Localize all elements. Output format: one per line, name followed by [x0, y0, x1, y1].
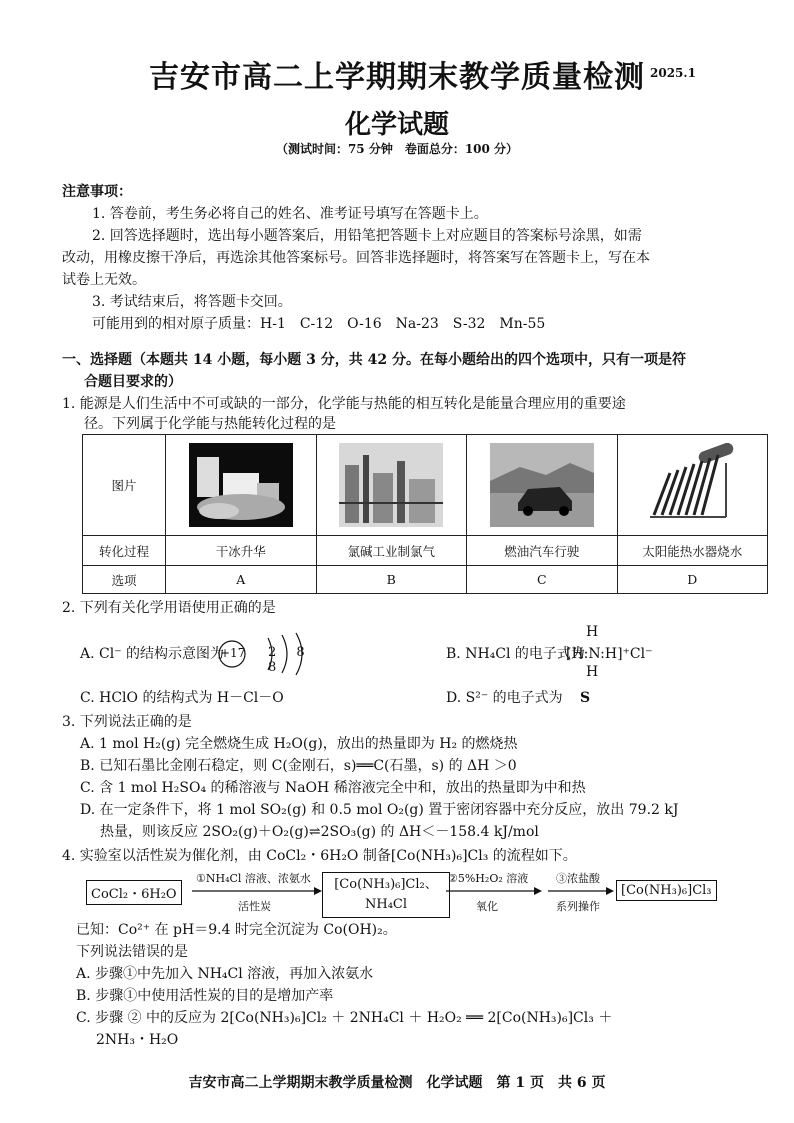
- q4-option-b: B. 步骤①中使用活性炭的目的是增加产率: [76, 988, 334, 1004]
- exam-meta: （测试时间：75 分钟 卷面总分：100 分）: [275, 142, 519, 156]
- q2-option-b: B. NH₄Cl 的电子式为: [446, 646, 585, 662]
- car-photo: [490, 443, 594, 527]
- dry-ice-photo: [189, 443, 293, 527]
- flow-step2-label: ②5%H₂O₂ 溶液: [448, 872, 529, 885]
- flow-mid-box: [322, 872, 450, 918]
- nh4-dot-h-top: H: [586, 624, 599, 640]
- q4-stem: 4. 实验室以活性炭为催化剂，由 CoCl₂・6H₂O 制备[Co(NH₃)₆]Cl₃ 的流程如下。: [62, 848, 577, 864]
- note-item: 试卷上无效。: [62, 272, 146, 288]
- q2-stem: 2. 下列有关化学用语使用正确的是: [62, 600, 276, 616]
- notes-heading: 注意事项：: [62, 184, 132, 200]
- q2-option-d: D. S²⁻ 的电子式为: [446, 690, 563, 706]
- note-item: 2. 回答选择题时，选出每小题答案后，用铅笔把答题卡上对应题目的答案标号涂黑，如需: [92, 228, 642, 244]
- flow-end-box: [Co(NH₃)₆]Cl₃: [616, 880, 717, 901]
- q3-option-b: B. 已知石墨比金刚石稳定，则 C(金刚石，s)══C(石墨，s) 的 ΔH ＞0: [80, 758, 517, 774]
- q4-ask: 下列说法错误的是: [76, 944, 188, 960]
- chlor-alkali-plant-photo: [339, 443, 443, 527]
- flow-arrow-2: [446, 886, 542, 896]
- flow-step1-note: 活性炭: [238, 900, 271, 913]
- subject-title: 化学试题: [344, 110, 449, 140]
- q3-option-c: C. 含 1 mol H₂SO₄ 的稀溶液与 NaOH 稀溶液完全中和，放出的热量即为中和热: [80, 780, 586, 796]
- option-c: C: [467, 566, 618, 594]
- s2-electron-formula: S: [580, 690, 591, 706]
- row-label: 图片: [83, 435, 166, 536]
- q4-option-c-cont: 2NH₃・H₂O: [96, 1032, 179, 1048]
- flow-mid-line: [Co(NH₃)₆]Cl₂、: [334, 877, 438, 892]
- flow-mid-line: NH₄Cl: [364, 897, 408, 912]
- photo-cell-c: [467, 435, 618, 536]
- nh4cl-electron-formula: [H:N:H]⁺Cl⁻: [566, 646, 653, 662]
- flow-step3-note: 系列操作: [556, 900, 600, 913]
- photo-cell-d: [617, 435, 768, 536]
- q1-stem-cont: 径。下列属于化学能与热能转化过程的是: [84, 416, 336, 432]
- q3-option-d-cont: 热量，则该反应 2SO₂(g)＋O₂(g)⇌2SO₃(g) 的 ΔH＜－158.4 kJ/mol: [100, 824, 539, 840]
- photo-cell-b: [316, 435, 467, 536]
- q3-option-a: A. 1 mol H₂(g) 完全燃烧生成 H₂O(g)，放出的热量即为 H₂ 的燃烧热: [80, 736, 518, 752]
- process-b: 氯碱工业制氯气: [316, 536, 467, 566]
- electron-shells: 2 8 8: [268, 645, 313, 675]
- q4-option-c: C. 步骤 ② 中的反应为 2[Co(NH₃)₆]Cl₂ ＋ 2NH₄Cl ＋ H₂O₂ ══ 2[Co(NH₃)₆]Cl₃ ＋: [76, 1010, 613, 1026]
- section-heading: 一、选择题（本题共 14 小题，每小题 3 分，共 42 分。在每小题给出的四个选项中，只有一项是符: [62, 352, 686, 368]
- q1-table: [82, 434, 768, 594]
- exam-date: 2025.1: [650, 66, 696, 80]
- q4-known: 已知：Co²⁺ 在 pH＝9.4 时完全沉淀为 Co(OH)₂。: [76, 922, 397, 938]
- q2-option-a: A. Cl⁻ 的结构示意图为: [80, 646, 225, 662]
- nucleus-charge: +17: [220, 646, 246, 660]
- flow-step2-note: 氧化: [476, 900, 498, 913]
- section-heading-cont: 合题目要求的）: [84, 374, 182, 390]
- exam-title: 吉安市高二上学期期末教学质量检测: [149, 60, 645, 95]
- option-a: A: [166, 566, 317, 594]
- note-item: 3. 考试结束后，将答题卡交回。: [92, 294, 292, 310]
- process-d: 太阳能热水器烧水: [617, 536, 768, 566]
- row-label: 转化过程: [83, 536, 166, 566]
- cl-structure-diagram: [216, 632, 324, 676]
- flow-arrow-1: [192, 886, 322, 896]
- process-c: 燃油汽车行驶: [467, 536, 618, 566]
- option-d: D: [617, 566, 768, 594]
- note-item: 1. 答卷前，考生务必将自己的姓名、准考证号填写在答题卡上。: [92, 206, 488, 222]
- option-b: B: [316, 566, 467, 594]
- q2-option-c: C. HClO 的结构式为 H－Cl－O: [80, 690, 284, 706]
- page-footer: 吉安市高二上学期期末教学质量检测 化学试题 第 1 页 共 6 页: [188, 1075, 606, 1091]
- photo-cell-a: [166, 435, 317, 536]
- flow-step3-label: ③浓盐酸: [556, 872, 600, 885]
- row-label: 选项: [83, 566, 166, 594]
- note-item: 改动，用橡皮擦干净后，再选涂其他答案标号。回答非选择题时，将答案写在答题卡上，写在本: [62, 250, 650, 266]
- flow-start-box: CoCl₂・6H₂O: [86, 880, 182, 905]
- process-a: 干冰升华: [166, 536, 317, 566]
- q1-stem: 1. 能源是人们生活中不可或缺的一部分，化学能与热能的相互转化是能量合理应用的重要途: [62, 396, 626, 412]
- solar-water-heater-photo: [640, 443, 744, 527]
- q3-option-d: D. 在一定条件下，将 1 mol SO₂(g) 和 0.5 mol O₂(g) 置于密闭容器中充分反应，放出 79.2 kJ: [80, 802, 679, 818]
- q3-stem: 3. 下列说法正确的是: [62, 714, 192, 730]
- atomic-masses: 可能用到的相对原子质量：H-1 C-12 O-16 Na-23 S-32 Mn-55: [92, 316, 546, 332]
- nh4-dot-h-bottom: H: [586, 664, 599, 680]
- flow-arrow-3: [548, 886, 614, 896]
- flow-step1-label: ①NH₄Cl 溶液、浓氨水: [196, 872, 311, 885]
- q4-option-a: A. 步骤①中先加入 NH₄Cl 溶液，再加入浓氨水: [76, 966, 374, 982]
